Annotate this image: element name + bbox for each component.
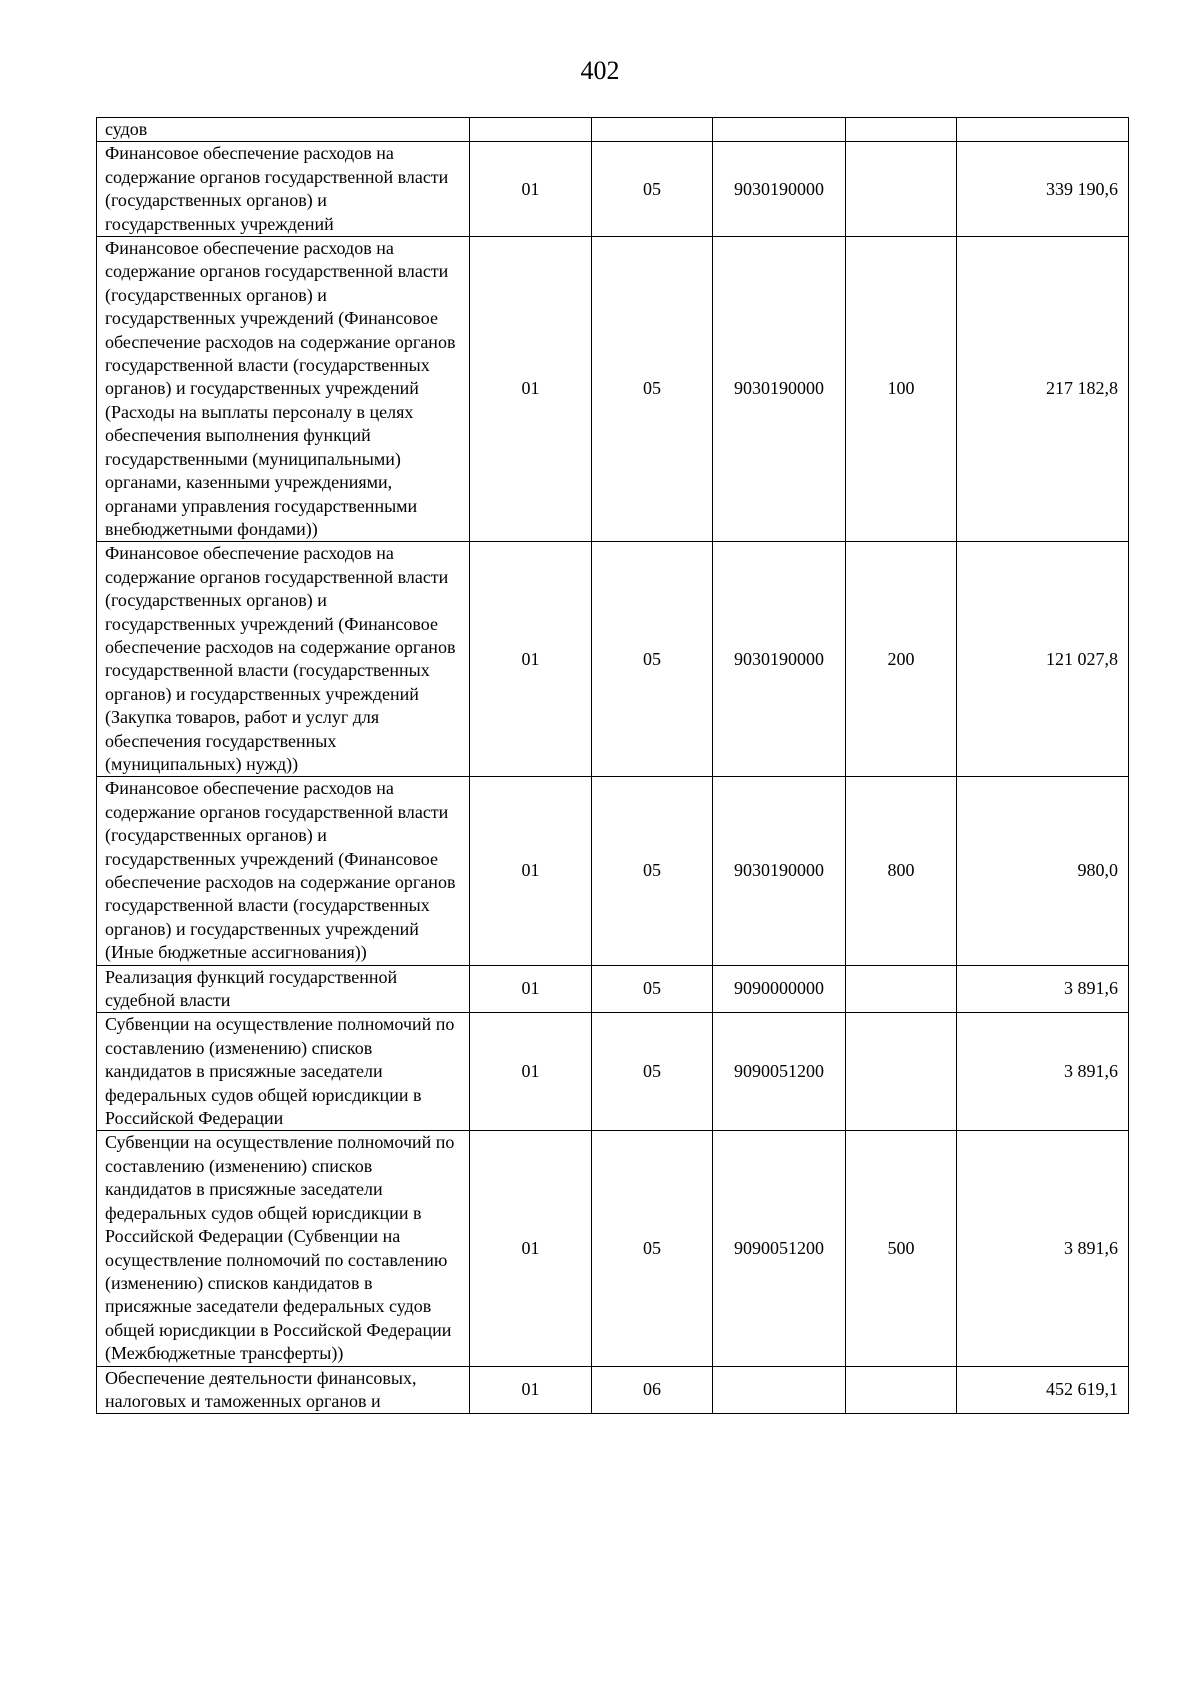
target-article-code <box>713 118 846 142</box>
expense-type-code <box>846 142 957 237</box>
expense-type-code <box>846 1013 957 1131</box>
amount: 3 891,6 <box>957 965 1129 1013</box>
subsection-code: 05 <box>592 965 713 1013</box>
subsection-code: 05 <box>592 542 713 777</box>
table-row <box>97 777 1129 965</box>
expense-type-code <box>846 118 957 142</box>
target-article-code: 9030190000 <box>713 777 846 965</box>
amount: 121 027,8 <box>957 542 1129 777</box>
expense-type-code: 200 <box>846 542 957 777</box>
table-row <box>97 118 1129 142</box>
expense-type-code: 800 <box>846 777 957 965</box>
budget-table <box>96 117 1129 1414</box>
target-article-code: 9090051200 <box>713 1131 846 1366</box>
target-article-code: 9090051200 <box>713 1013 846 1131</box>
subsection-code: 06 <box>592 1366 713 1414</box>
section-code: 01 <box>470 142 592 237</box>
table-row <box>97 1366 1129 1414</box>
item-name: Обеспечение деятельности финансовых, налоговых и таможенных органов и <box>97 1366 470 1414</box>
target-article-code <box>713 1366 846 1414</box>
expense-type-code <box>846 965 957 1013</box>
table-row <box>97 965 1129 1013</box>
amount: 339 190,6 <box>957 142 1129 237</box>
section-code: 01 <box>470 542 592 777</box>
section-code: 01 <box>470 1366 592 1414</box>
item-name: судов <box>97 118 470 142</box>
table-row <box>97 237 1129 542</box>
section-code <box>470 118 592 142</box>
item-name: Финансовое обеспечение расходов на содержание органов государственной власти (государственных органов) и государственных учреждений (Финансовое обеспечение расходов на содержание органов государственной власти (государственных органов) и государственных учреждений (Расходы на выплаты персоналу в целях обеспечения выполнения функций государственными (муниципальными) органами, казенными учреждениями, органами управления государственными внебюджетными фондами)) <box>97 237 470 542</box>
amount <box>957 118 1129 142</box>
item-name: Финансовое обеспечение расходов на содержание органов государственной власти (государственных органов) и государственных учреждений (Финансовое обеспечение расходов на содержание органов государственной власти (государственных органов) и государственных учреждений (Иные бюджетные ассигнования)) <box>97 777 470 965</box>
amount: 980,0 <box>957 777 1129 965</box>
item-name: Финансовое обеспечение расходов на содержание органов государственной власти (государственных органов) и государственных учреждений (Финансовое обеспечение расходов на содержание органов государственной власти (государственных органов) и государственных учреждений (Закупка товаров, работ и услуг для обеспечения государственных (муниципальных) нужд)) <box>97 542 470 777</box>
amount: 217 182,8 <box>957 237 1129 542</box>
subsection-code: 05 <box>592 237 713 542</box>
target-article-code: 9030190000 <box>713 142 846 237</box>
subsection-code: 05 <box>592 1131 713 1366</box>
subsection-code <box>592 118 713 142</box>
section-code: 01 <box>470 1131 592 1366</box>
page-number: 402 <box>580 56 620 85</box>
item-name: Субвенции на осуществление полномочий по составлению (изменению) списков кандидатов в присяжные заседатели федеральных судов общей юрисдикции в Российской Федерации (Субвенции на осуществление полномочий по составлению (изменению) списков кандидатов в присяжные заседатели федеральных судов общей юрисдикции в Российской Федерации (Межбюджетные трансферты)) <box>97 1131 470 1366</box>
amount: 3 891,6 <box>957 1131 1129 1366</box>
target-article-code: 9030190000 <box>713 542 846 777</box>
table-row <box>97 142 1129 237</box>
target-article-code: 9030190000 <box>713 237 846 542</box>
subsection-code: 05 <box>592 1013 713 1131</box>
expense-type-code <box>846 1366 957 1414</box>
table-row <box>97 542 1129 777</box>
section-code: 01 <box>470 777 592 965</box>
item-name: Финансовое обеспечение расходов на содержание органов государственной власти (государственных органов) и государственных учреждений <box>97 142 470 237</box>
subsection-code: 05 <box>592 777 713 965</box>
amount: 3 891,6 <box>957 1013 1129 1131</box>
table-row <box>97 1131 1129 1366</box>
table-row <box>97 1013 1129 1131</box>
section-code: 01 <box>470 237 592 542</box>
amount: 452 619,1 <box>957 1366 1129 1414</box>
subsection-code: 05 <box>592 142 713 237</box>
expense-type-code: 500 <box>846 1131 957 1366</box>
target-article-code: 9090000000 <box>713 965 846 1013</box>
expense-type-code: 100 <box>846 237 957 542</box>
section-code: 01 <box>470 1013 592 1131</box>
item-name: Субвенции на осуществление полномочий по составлению (изменению) списков кандидатов в присяжные заседатели федеральных судов общей юрисдикции в Российской Федерации <box>97 1013 470 1131</box>
section-code: 01 <box>470 965 592 1013</box>
item-name: Реализация функций государственной судебной власти <box>97 965 470 1013</box>
